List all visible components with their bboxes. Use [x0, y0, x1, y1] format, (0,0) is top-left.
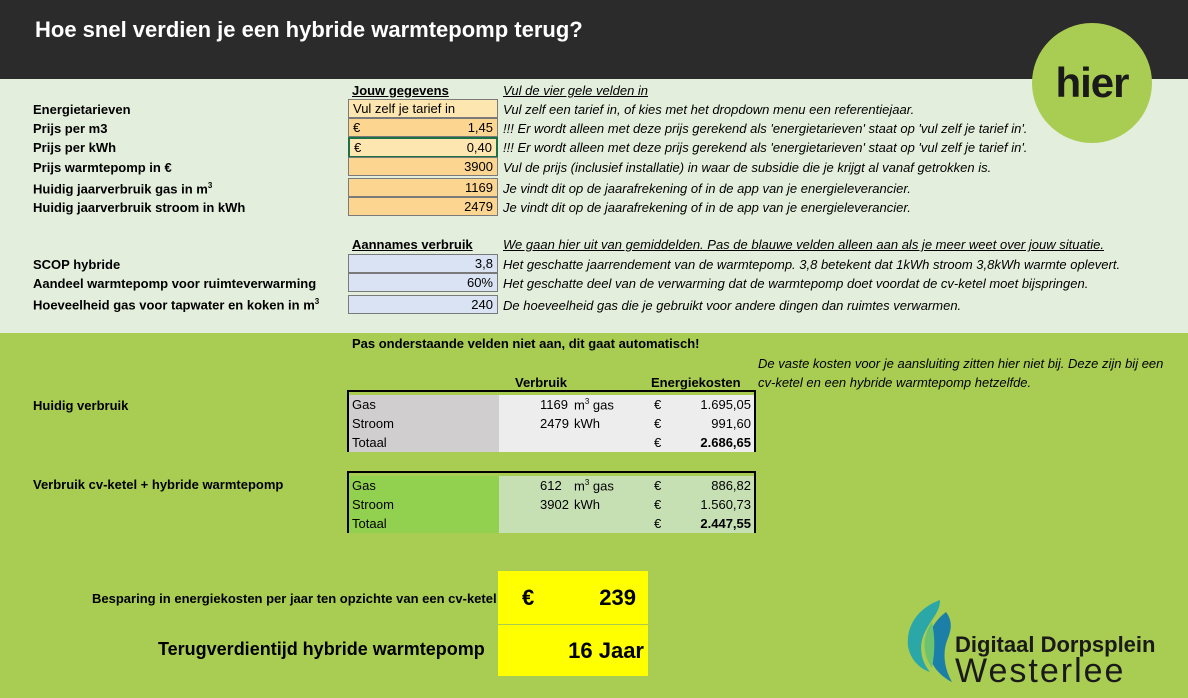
energietarieven-dropdown[interactable]: Vul zelf je tarief in	[348, 99, 498, 118]
jaarverbruik-stroom-input[interactable]: 2479	[348, 197, 498, 216]
prijs-m3-input[interactable]	[348, 118, 498, 137]
aandeel-warmtepomp-input[interactable]: 60%	[348, 273, 498, 292]
row-name: Gas	[349, 476, 499, 495]
row-currency: €	[654, 435, 662, 450]
note-energietarieven: Vul zelf een tarief in, of kies met het dropdown menu een referentiejaar.	[503, 102, 915, 117]
row-unit: kWh	[574, 416, 600, 431]
label-energietarieven: Energietarieven	[33, 102, 131, 117]
assumptions-column-header: Aannames verbruik	[352, 237, 473, 252]
currency-symbol: €	[354, 140, 362, 155]
row-amount: 2479	[540, 416, 569, 431]
note-jaarverbruik-stroom: Je vindt dit op de jaarafrekening of in de app van je energieleverancier.	[503, 200, 911, 215]
savings-currency: €	[522, 584, 535, 610]
row-cost: 886,82	[711, 478, 751, 493]
row-cost: 1.560,73	[700, 497, 751, 512]
row-currency: €	[654, 497, 662, 512]
table-row-total	[349, 514, 754, 533]
table-row	[349, 476, 754, 495]
note-aandeel-warmtepomp: Het geschatte deel van de verwarming dat de warmtepomp doet voordat de cv-ketel moet bijspringen.	[503, 276, 1089, 291]
row-unit: $m^3$ gas	[574, 478, 614, 494]
row-amount: 1169	[540, 397, 568, 412]
label-scop: SCOP hybride	[33, 257, 121, 272]
current-usage-table	[347, 390, 756, 452]
col-verbruik-header: Verbruik	[515, 375, 568, 390]
row-amount: 612	[540, 478, 562, 493]
table-row	[349, 395, 754, 414]
note-jaarverbruik-gas: Je vindt dit op de jaarafrekening of in de app van je energieleverancier.	[503, 181, 911, 196]
label-huidig-verbruik: Huidig verbruik	[33, 398, 129, 413]
hier-logo	[1032, 23, 1152, 143]
row-name: Totaal	[349, 433, 499, 452]
savings-label: Besparing in energiekosten per jaar ten opzichte van een cv-ketel	[92, 591, 497, 606]
hybrid-usage-table	[347, 471, 756, 533]
hier-logo-text: hier	[1055, 59, 1129, 106]
prijs-warmtepomp-input[interactable]: 3900	[348, 157, 498, 176]
label-gas-tapwater: Hoeveelheid gas voor tapwater en koken in $m^3$	[33, 297, 320, 313]
row-name: Stroom	[349, 414, 499, 433]
label-aandeel-warmtepomp: Aandeel warmtepomp voor ruimteverwarming	[33, 276, 317, 291]
col-energiekosten-header: Energiekosten	[651, 375, 741, 390]
row-unit: $m^3$ gas	[574, 397, 614, 413]
row-cost: 2.686,65	[700, 435, 751, 450]
row-cost: 1.695,05	[700, 397, 751, 412]
row-name: Totaal	[349, 514, 499, 533]
label-prijs-warmtepomp: Prijs warmtepomp in €	[33, 160, 172, 175]
note-prijs-kwh: !!! Er wordt alleen met deze prijs gerekend als 'energietarieven' staat op 'vul zelf je tarief in'.	[503, 140, 1028, 155]
inputs-column-note: Vul de vier gele velden in	[503, 83, 649, 98]
gas-tapwater-input[interactable]: 240	[348, 295, 498, 314]
currency-symbol: €	[353, 120, 361, 135]
table-row	[349, 414, 754, 433]
note-scop: Het geschatte jaarrendement van de warmtepomp. 3,8 betekent dat 1kWh stroom 3,8kWh warmte oplevert.	[503, 257, 1121, 272]
payback-label: Terugverdientijd hybride warmtepomp	[158, 639, 485, 659]
label-hybride-verbruik: Verbruik cv-ketel + hybride warmtepomp	[33, 477, 284, 492]
label-jaarverbruik-gas: Huidig jaarverbruik gas in $m^3$	[33, 181, 213, 197]
brand-name-line2: Westerlee	[955, 652, 1126, 690]
assumptions-column-note: We gaan hier uit van gemiddelden. Pas de blauwe velden alleen aan als je meer weet over jouw situatie.	[503, 237, 1105, 252]
page-title: Hoe snel verdien je een hybride warmtepomp terug?	[35, 17, 583, 42]
auto-warning: Pas onderstaande velden niet aan, dit gaat automatisch!	[352, 336, 700, 351]
row-unit: kWh	[574, 497, 600, 512]
payback-result: 16 Jaar	[498, 625, 648, 676]
dorpsplein-logo-icon	[900, 598, 955, 689]
note-prijs-m3: !!! Er wordt alleen met deze prijs gerekend als 'energietarieven' staat op 'vul zelf je tarief in'.	[503, 121, 1028, 136]
row-currency: €	[654, 416, 662, 431]
label-prijs-kwh: Prijs per kWh	[33, 140, 117, 155]
table-row-total	[349, 433, 754, 452]
jaarverbruik-gas-input[interactable]: 1169	[348, 178, 498, 197]
savings-result	[498, 571, 648, 624]
row-amount: 3902	[540, 497, 569, 512]
row-currency: €	[654, 516, 662, 531]
table-row	[349, 495, 754, 514]
fixed-costs-note-line1: De vaste kosten voor je aansluiting zitten hier niet bij. Deze zijn bij een	[758, 356, 1164, 371]
prijs-kwh-input[interactable]	[348, 137, 498, 158]
label-prijs-m3: Prijs per m3	[33, 121, 108, 136]
row-cost: 991,60	[711, 416, 751, 431]
row-cost: 2.447,55	[700, 516, 751, 531]
row-currency: €	[654, 397, 662, 412]
note-prijs-warmtepomp: Vul de prijs (inclusief installatie) in waar de subsidie die je krijgt al vanaf getrokken is.	[503, 160, 992, 175]
row-currency: €	[654, 478, 662, 493]
label-jaarverbruik-stroom: Huidig jaarverbruik stroom in kWh	[33, 200, 246, 215]
fixed-costs-note-line2: cv-ketel en een hybride warmtepomp hetzelfde.	[758, 375, 1032, 390]
prijs-m3-value: 1,45	[467, 120, 493, 135]
brand-name-line1: Digitaal Dorpsplein	[955, 632, 1156, 657]
row-name: Stroom	[349, 495, 499, 514]
inputs-column-header: Jouw gegevens	[352, 83, 449, 98]
scop-input[interactable]: 3,8	[348, 254, 498, 273]
savings-value: 239	[599, 584, 636, 610]
note-gas-tapwater: De hoeveelheid gas die je gebruikt voor andere dingen dan ruimtes verwarmen.	[503, 298, 962, 313]
prijs-kwh-value: 0,40	[466, 140, 492, 155]
row-name: Gas	[349, 395, 499, 414]
